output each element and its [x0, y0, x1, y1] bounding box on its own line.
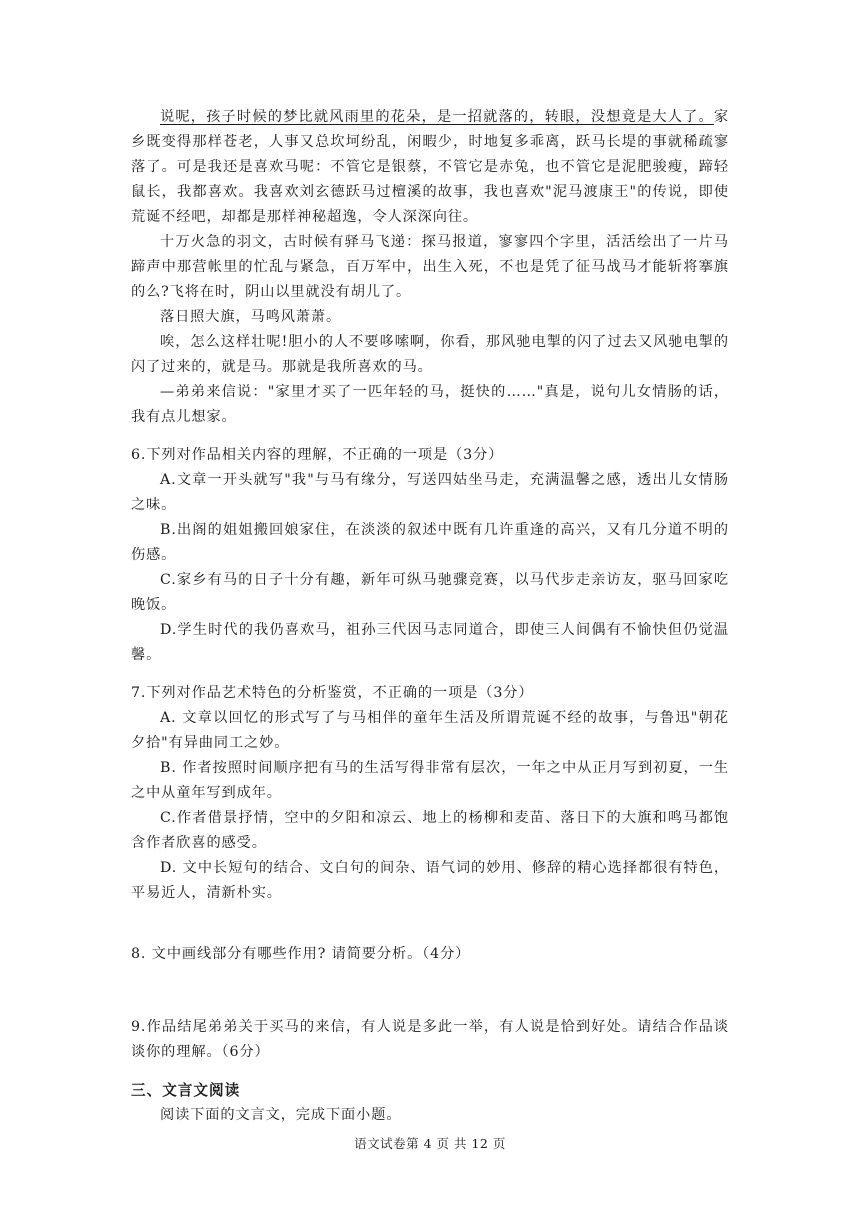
question-6 [131, 443, 729, 668]
option-c: C.家乡有马的日子十分有趣，新年可纵马驰骤竞赛，以马代步走亲访友，驱马回家吃晚饭。 [131, 572, 729, 613]
question-9 [131, 1015, 729, 1065]
option-a: A.文章一开头就写"我"与马有缘分，写送四姑坐马走，充满温馨之感，透出儿女情肠之味。 [131, 472, 729, 513]
question-8 [131, 942, 729, 967]
option-b: B. 作者按照时间顺序把有马的生活写得非常有层次，一年之中从正月写到初夏，一生之中从童年写到成年。 [131, 760, 729, 801]
option-a: A. 文章以回忆的形式写了与马相伴的童年生活及所谓荒诞不经的故事，与鲁迅"朝花夕拾"有异曲同工之妙。 [131, 710, 729, 751]
question-stem: 9.作品结尾弟弟关于买马的来信，有人说是多此一举，有人说是恰到好处。请结合作品谈谈你的理解。（6分） [131, 1019, 729, 1060]
question-stem: 8. 文中画线部分有哪些作用? 请简要分析。（4分） [131, 946, 471, 962]
passage-paragraph-2: 十万火急的羽文，古时候有驿马飞递：探马报道，寥寥四个字里，活活绘出了一片马蹄声中那营帐里的忙乱与紧急，百万军中，出生入死，不也是凭了征马战马才能斩将搴旗的么?飞将在时，阴山以里就没有胡儿了。 [131, 234, 729, 300]
section-heading: 三、文言文阅读 [131, 1082, 241, 1099]
page-content [131, 105, 729, 1128]
passage-paragraph-1 [131, 105, 729, 230]
page-footer: 语文试卷第 4 页 共 12 页 [354, 1136, 506, 1151]
question-stem: 6.下列对作品相关内容的理解，不正确的一项是（3分） [131, 447, 504, 463]
option-b: B.出阁的姐姐搬回娘家住，在淡淡的叙述中既有几许重逢的高兴，又有几分道不明的伤感。 [131, 522, 729, 563]
question-7 [131, 681, 729, 906]
passage-paragraph-3: 落日照大旗，马鸣风萧萧。 [160, 309, 342, 325]
section-instruction: 阅读下面的文言文，完成下面小题。 [160, 1107, 402, 1123]
option-d: D.学生时代的我仍喜欢马，祖孙三代因马志同道合，即使三人间偶有不愉快但仍觉温馨。 [131, 622, 729, 663]
option-c: C.作者借景抒情，空中的夕阳和凉云、地上的杨柳和麦苗、落日下的大旗和鸣马都饱含作者欣喜的感受。 [131, 810, 729, 851]
passage-text: 家乡既变得那样苍老，人事又总坎坷纷乱，闲暇少，时地复多乖离，跃马长堤的事就稀疏寥落了。可是我还是喜欢马呢：不管它是银蔡，不管它是赤兔，也不管它是泥肥骏瘦，蹄轻鼠长，我都喜欢。我喜欢刘玄德跃马过檀溪的故事，我也喜欢"泥马渡康王"的传说，即使荒诞不经吧，却都是那样神秘超逸，令人深深向往。 [131, 109, 729, 225]
passage-paragraph-5: —弟弟来信说："家里才买了一匹年轻的马，挺快的……"真是，说句儿女情肠的话，我有点儿想家。 [131, 384, 729, 425]
underlined-sentence: 说呢，孩子时候的梦比就风雨里的花朵，是一招就落的，转眼，没想竟是大人了。 [160, 109, 714, 125]
option-d: D. 文中长短句的结合、文白句的间杂、语气词的妙用、修辞的精心选择都很有特色，平易近人，清新朴实。 [131, 860, 729, 901]
section-3 [131, 1078, 729, 1128]
question-stem: 7.下列对作品艺术特色的分析鉴赏，不正确的一项是（3分） [131, 685, 534, 701]
passage-paragraph-4: 唉，怎么这样壮呢!胆小的人不要哆嗦啊，你看，那风驰电掣的闪了过去又风驰电掣的闪了过来的，就是马。那就是我所喜欢的马。 [131, 334, 729, 375]
